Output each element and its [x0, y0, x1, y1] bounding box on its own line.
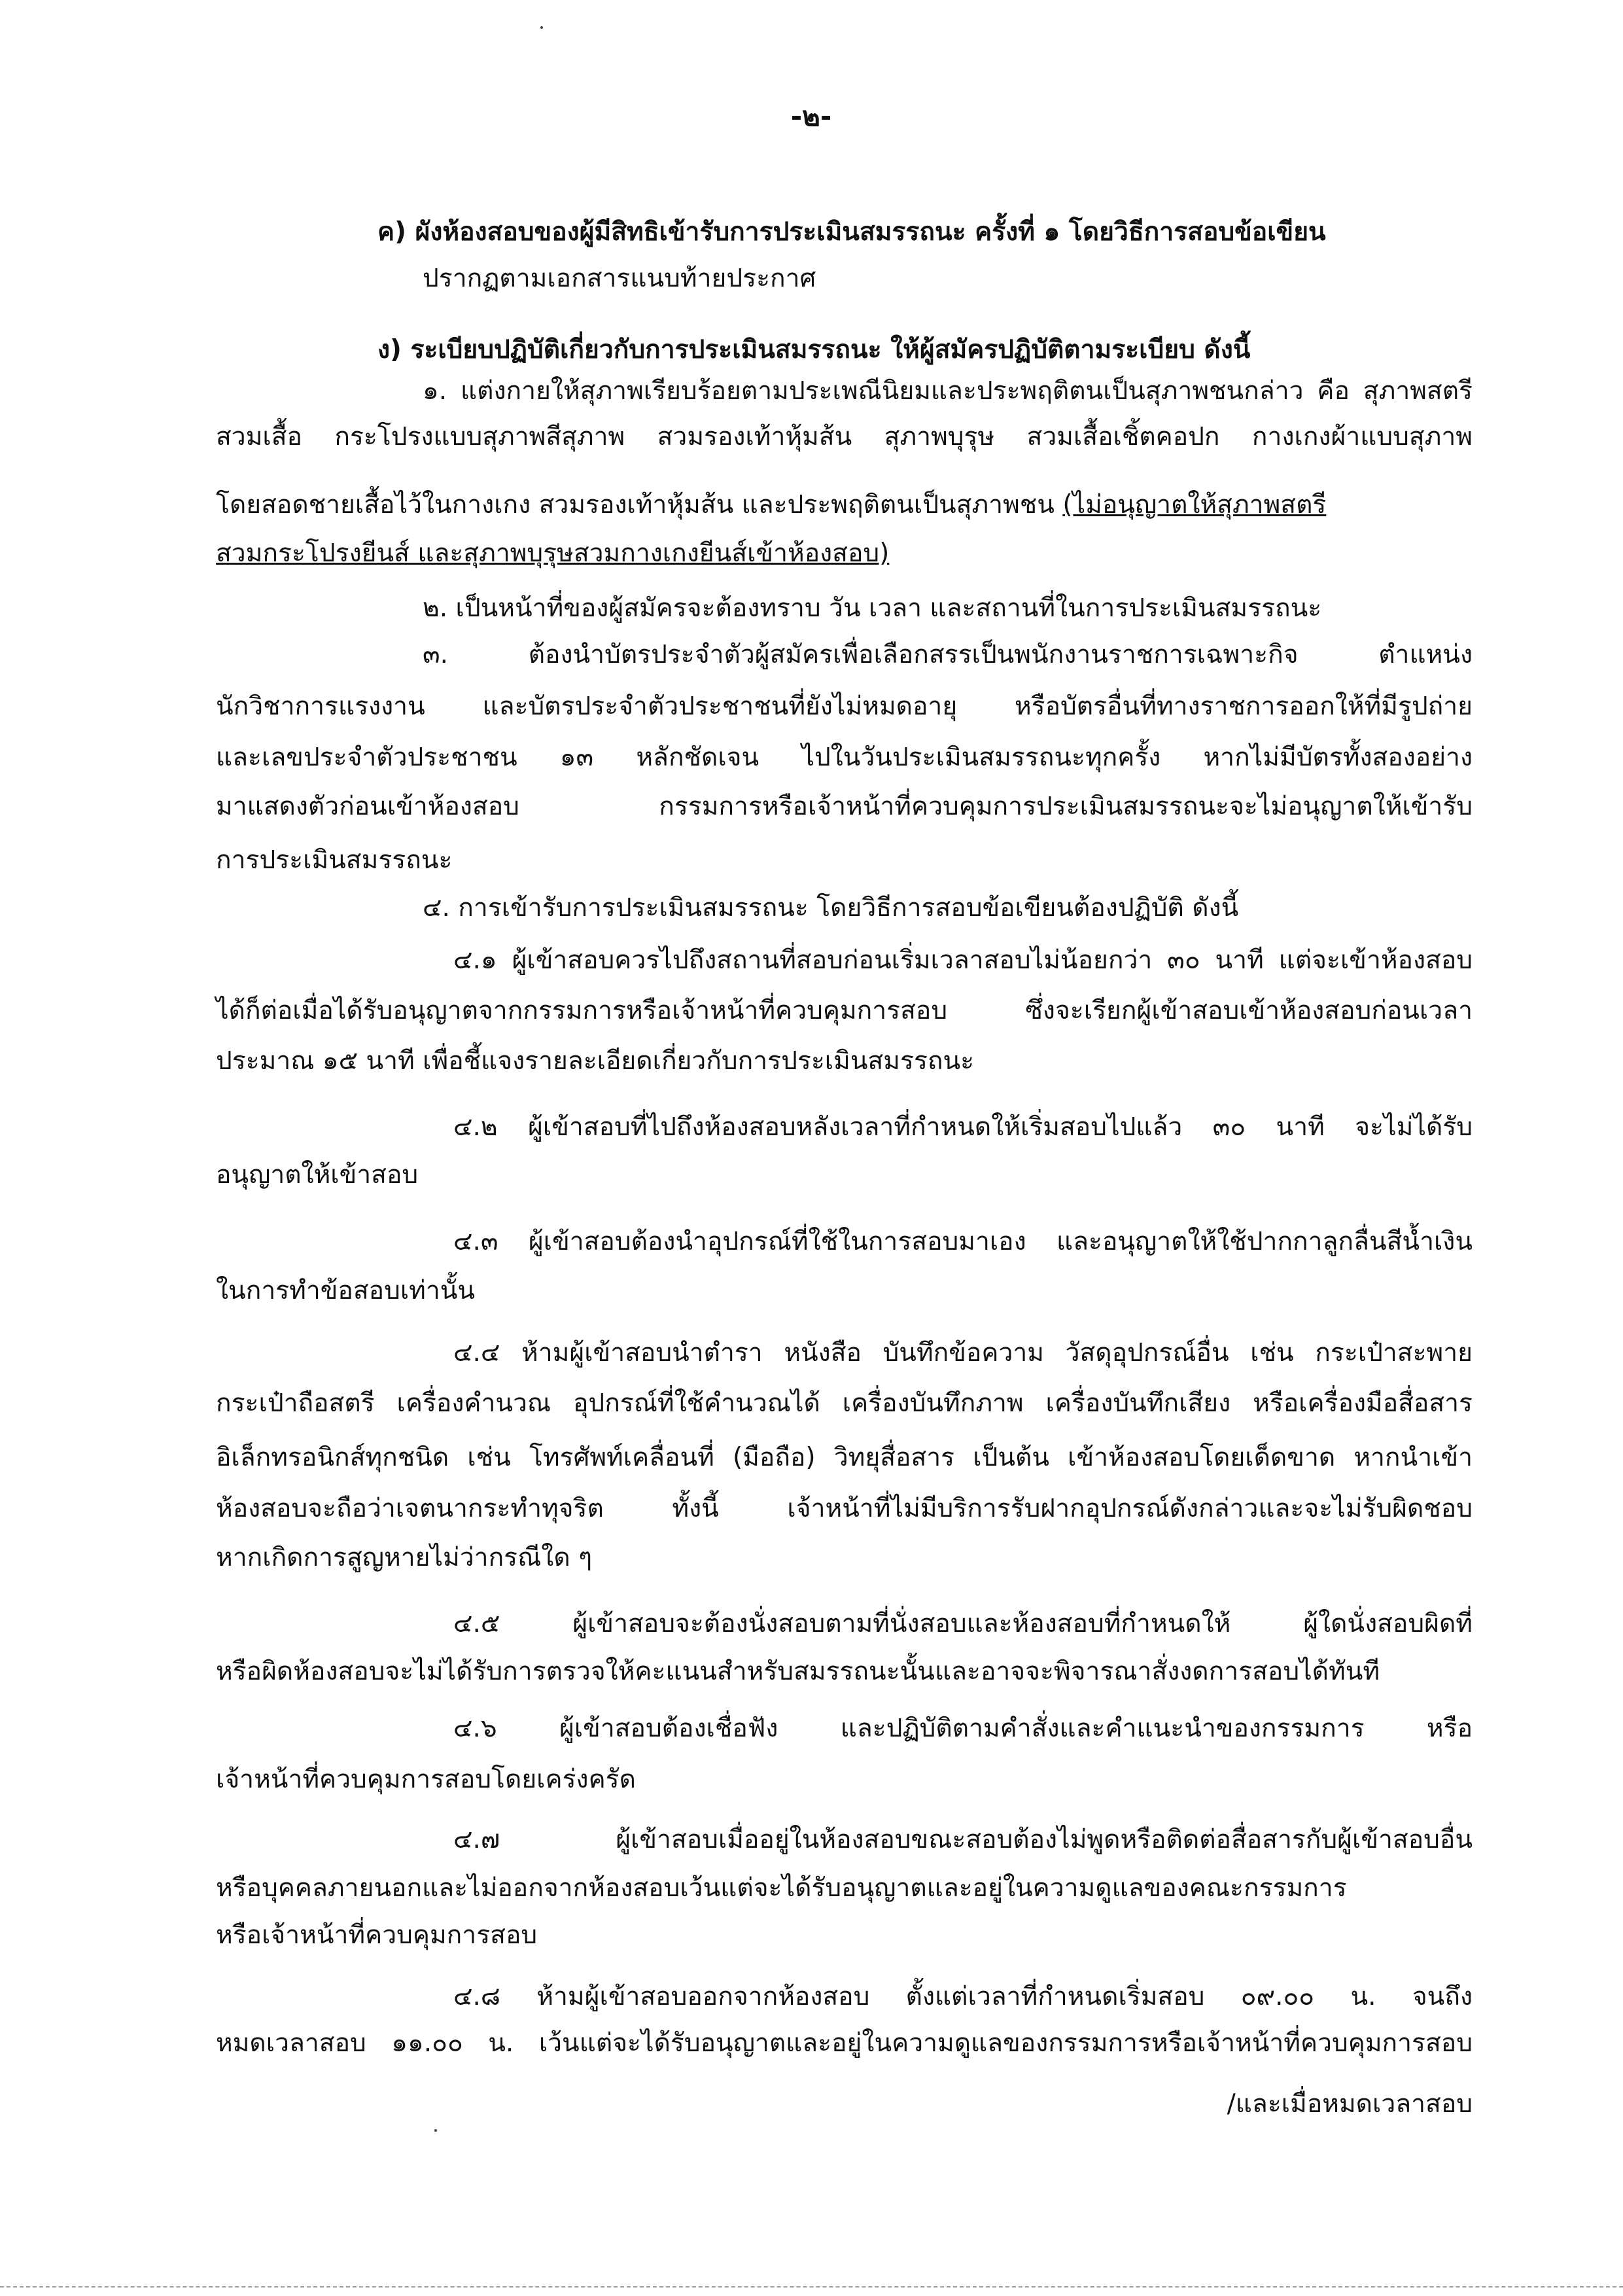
sub-4-5-line: หรือผิดห้องสอบจะไม่ได้รับการตรวจให้คะแนนสำหรับสมรรถนะนั้นและอาจจะพิจารณาสั่งงดการสอบได้ทันที [216, 1657, 1380, 1686]
item-3-line: และเลขประจำตัวประชาชน ๑๓ หลักชัดเจน ไปในวันประเมินสมรรถนะทุกครั้ง หากไม่มีบัตรทั้งสองอย่าง [216, 743, 1473, 772]
sub-4-4-line: ๔.๔ ห้ามผู้เข้าสอบนำตำรา หนังสือ บันทึกข้อความ วัสดุอุปกรณ์อื่น เช่น กระเป๋าสะพาย [453, 1338, 1473, 1368]
sub-4-7-line: หรือเจ้าหน้าที่ควบคุมการสอบ [216, 1920, 538, 1950]
sub-4-4-line: กระเป๋าถือสตรี เครื่องคำนวณ อุปกรณ์ที่ใช้คำนวณได้ เครื่องบันทึกภาพ เครื่องบันทึกเสียง หรือเครื่องมือสื่อสาร [216, 1388, 1473, 1418]
item-1-underlined-line: สวมกระโปรงยีนส์ และสุภาพบุรุษสวมกางเกงยีนส์เข้าห้องสอบ) [216, 539, 890, 568]
sub-4-6-line: ๔.๖ ผู้เข้าสอบต้องเชื่อฟัง และปฏิบัติตามคำสั่งและคำแนะนำของกรรมการ หรือ [453, 1714, 1473, 1743]
continuation-text: /และเมื่อหมดเวลาสอบ [1227, 2089, 1473, 2119]
item-1-line [216, 487, 1326, 523]
item-1-line: ๑. แต่งกายให้สุภาพเรียบร้อยตามประเพณีนิยมและประพฤติตนเป็นสุภาพชนกล่าว คือ สุภาพสตรี [423, 376, 1473, 406]
section-d-heading: ง) ระเบียบปฏิบัติเกี่ยวกับการประเมินสมรรถนะ ให้ผู้สมัครปฏิบัติตามระเบียบ ดังนี้ [377, 335, 1251, 364]
item-3-line: นักวิชาการแรงงาน และบัตรประจำตัวประชาชนที่ยังไม่หมดอายุ หรือบัตรอื่นที่ทางราชการออกให้ที่มีรูปถ่าย [216, 692, 1473, 721]
sub-4-2-line: อนุญาตให้เข้าสอบ [216, 1160, 419, 1190]
sub-4-3-line: ๔.๓ ผู้เข้าสอบต้องนำอุปกรณ์ที่ใช้ในการสอบมาเอง และอนุญาตให้ใช้ปากกาลูกลื่นสีน้ำเงิน [453, 1227, 1473, 1256]
sub-4-8-line: หมดเวลาสอบ ๑๑.๐๐ น. เว้นแต่จะได้รับอนุญาตและอยู่ในความดูแลของกรรมการหรือเจ้าหน้าที่ควบคุมการสอบ [216, 2028, 1473, 2058]
sub-4-1-line: ได้ก็ต่อเมื่อได้รับอนุญาตจากกรรมการหรือเจ้าหน้าที่ควบคุมการสอบ ซึ่งจะเรียกผู้เข้าสอบเข้าห้องสอบก่อนเวลา [216, 996, 1473, 1025]
sub-4-4-line: อิเล็กทรอนิกส์ทุกชนิด เช่น โทรศัพท์เคลื่อนที่ (มือถือ) วิทยุสื่อสาร เป็นต้น เข้าห้องสอบโดยเด็ดขาด หากนำเข้า [216, 1443, 1473, 1472]
item-1-line: สวมเสื้อ กระโปรงแบบสุภาพสีสุภาพ สวมรองเท้าหุ้มส้น สุภาพบุรุษ สวมเสื้อเชิ้ตคอปก กางเกงผ้าแบบสุภาพ [216, 422, 1473, 451]
item-3-line: มาแสดงตัวก่อนเข้าห้องสอบ กรรมการหรือเจ้าหน้าที่ควบคุมการประเมินสมรรถนะจะไม่อนุญาตให้เข้ารับ [216, 792, 1473, 821]
sub-4-7-line: ๔.๗ ผู้เข้าสอบเมื่ออยู่ในห้องสอบขณะสอบต้องไม่พูดหรือติดต่อสื่อสารกับผู้เข้าสอบอื่น [453, 1825, 1473, 1854]
item-1-underlined-text: (ไม่อนุญาตให้สุภาพสตรี [1062, 490, 1327, 520]
sub-4-1-line: ๔.๑ ผู้เข้าสอบควรไปถึงสถานที่สอบก่อนเริ่มเวลาสอบไม่น้อยกว่า ๓๐ นาที แต่จะเข้าห้องสอบ [453, 945, 1473, 975]
scan-speck [540, 26, 543, 29]
scan-bottom-edge [0, 2286, 1623, 2289]
sub-4-7-line: หรือบุคคลภายนอกและไม่ออกจากห้องสอบเว้นแต่จะได้รับอนุญาตและอยู่ในความดูแลของคณะกรรมการ [216, 1873, 1347, 1903]
sub-4-8-line: ๔.๘ ห้ามผู้เข้าสอบออกจากห้องสอบ ตั้งแต่เวลาที่กำหนดเริ่มสอบ ๐๙.๐๐ น. จนถึง [453, 1982, 1473, 2011]
sub-4-5-line: ๔.๕ ผู้เข้าสอบจะต้องนั่งสอบตามที่นั่งสอบและห้องสอบที่กำหนดให้ ผู้ใดนั่งสอบผิดที่ [453, 1609, 1473, 1638]
sub-4-4-line: หากเกิดการสูญหายไม่ว่ากรณีใด ๆ [216, 1543, 593, 1572]
sub-4-1-line: ประมาณ ๑๕ นาที เพื่อชี้แจงรายละเอียดเกี่ยวกับการประเมินสมรรถนะ [216, 1046, 975, 1076]
sub-4-6-line: เจ้าหน้าที่ควบคุมการสอบโดยเคร่งครัด [216, 1765, 636, 1794]
item-4-intro: ๔. การเข้ารับการประเมินสมรรถนะ โดยวิธีการสอบข้อเขียนต้องปฏิบัติ ดังนี้ [423, 893, 1239, 923]
scan-speck [434, 2129, 437, 2132]
item-3-line: การประเมินสมรรถนะ [216, 845, 453, 875]
sub-4-2-line: ๔.๒ ผู้เข้าสอบที่ไปถึงห้องสอบหลังเวลาที่กำหนดให้เริ่มสอบไปแล้ว ๓๐ นาที จะไม่ได้รับ [453, 1112, 1473, 1142]
section-c-body: ปรากฏตามเอกสารแนบท้ายประกาศ [423, 264, 816, 293]
item-1-plain-text: โดยสอดชายเสื้อไว้ในกางเกง สวมรองเท้าหุ้มส้น และประพฤติตนเป็นสุภาพชน [216, 490, 1055, 520]
item-2-text: ๒. เป็นหน้าที่ของผู้สมัครจะต้องทราบ วัน เวลา และสถานที่ในการประเมินสมรรถนะ [423, 593, 1322, 623]
sub-4-4-line: ห้องสอบจะถือว่าเจตนากระทำทุจริต ทั้งนี้ เจ้าหน้าที่ไม่มีบริการรับฝากอุปกรณ์ดังกล่าวและจะไม่รับผิดชอบ [216, 1494, 1473, 1523]
item-3-line: ๓. ต้องนำบัตรประจำตัวผู้สมัครเพื่อเลือกสรรเป็นพนักงานราชการเฉพาะกิจ ตำแหน่ง [423, 640, 1473, 669]
section-c-heading: ค) ผังห้องสอบของผู้มีสิทธิเข้ารับการประเมินสมรรถนะ ครั้งที่ ๑ โดยวิธีการสอบข้อเขียน [377, 217, 1326, 247]
sub-4-3-line: ในการทำข้อสอบเท่านั้น [216, 1276, 476, 1305]
page-number: -๒- [790, 100, 832, 132]
